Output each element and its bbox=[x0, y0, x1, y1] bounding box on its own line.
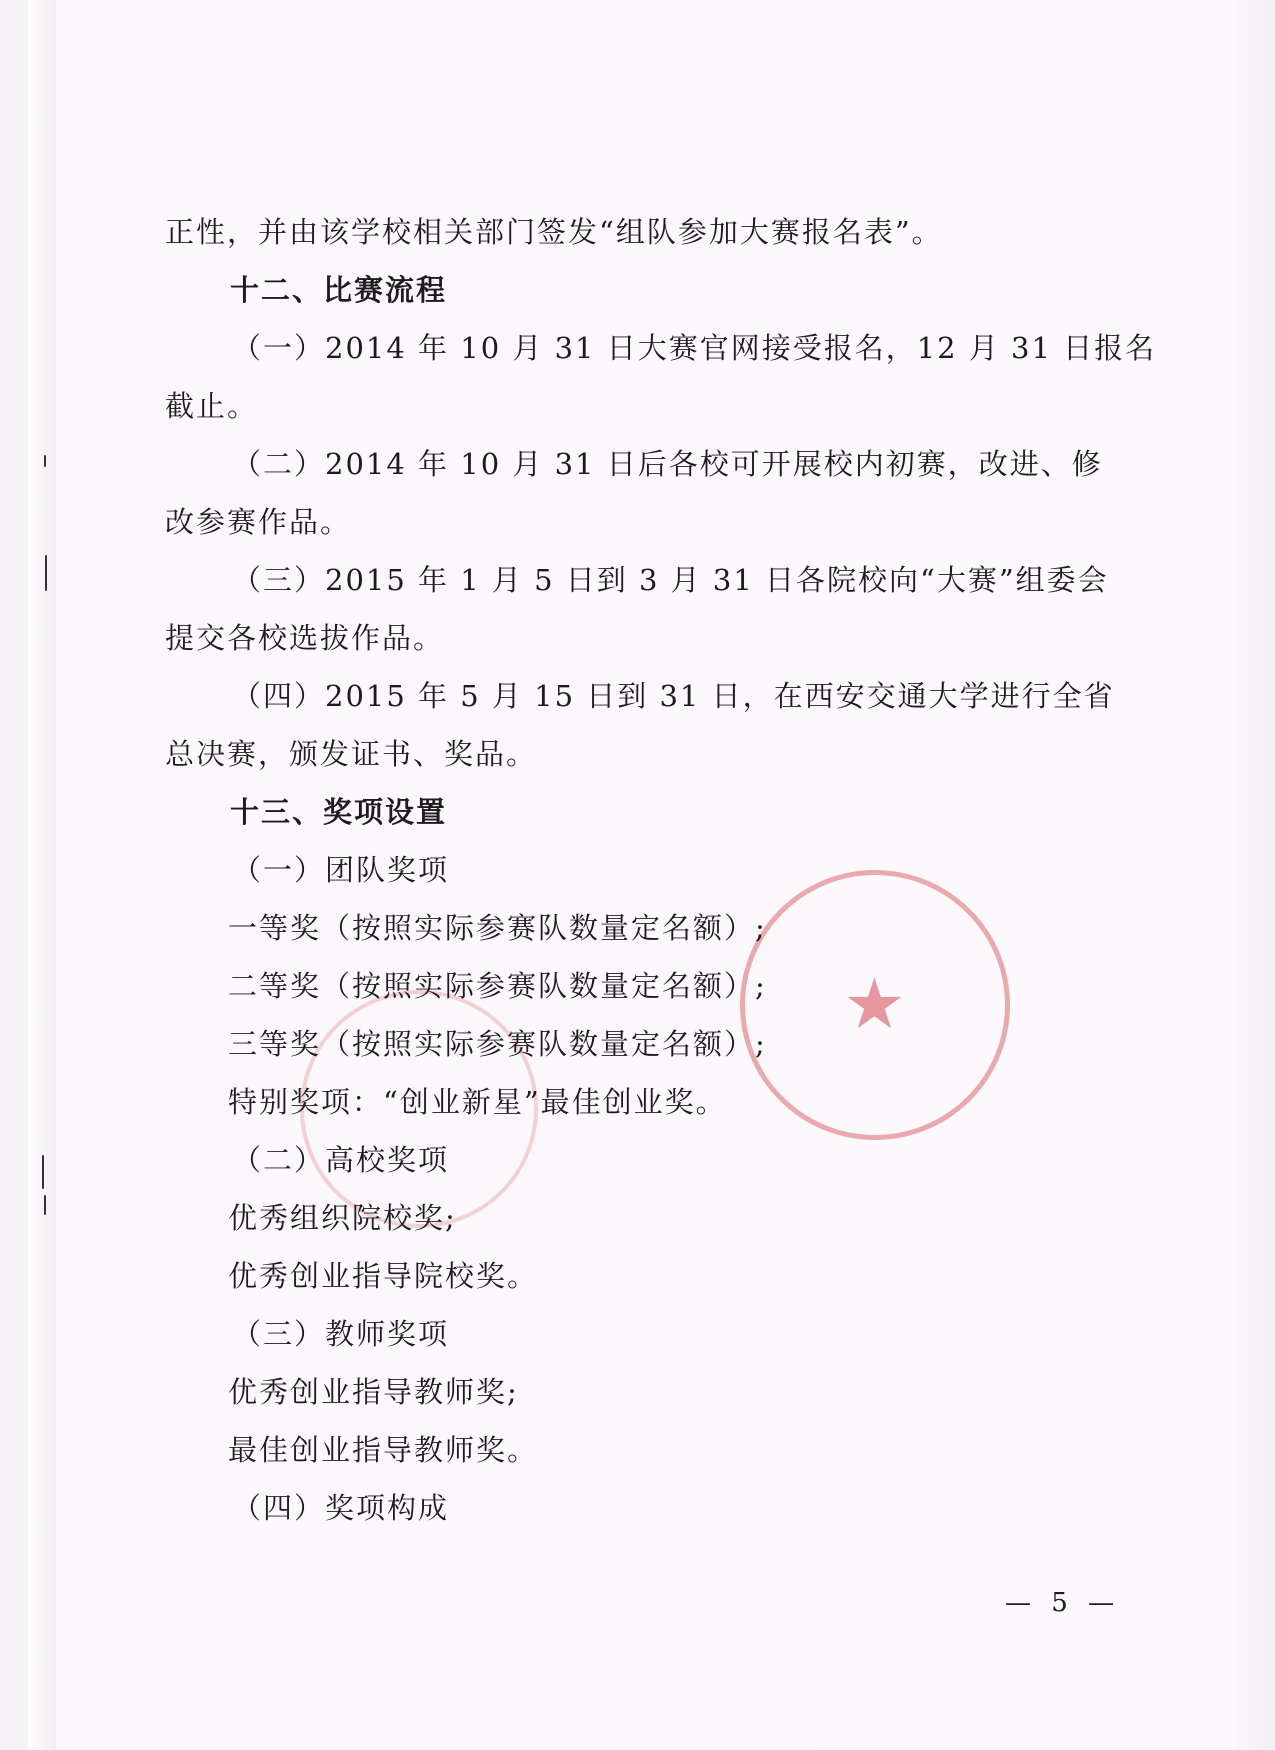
body-line: 截止。 bbox=[165, 389, 259, 423]
binding-mark bbox=[45, 555, 47, 591]
seal-star-icon: ★ bbox=[843, 963, 906, 1045]
body-line: 特别奖项：“创业新星”最佳创业奖。 bbox=[228, 1085, 727, 1119]
body-line: 二等奖（按照实际参赛队数量定名额）; bbox=[228, 969, 767, 1003]
section-heading: 十二、比赛流程 bbox=[230, 273, 448, 307]
page-fold-shadow bbox=[28, 0, 56, 1750]
body-line: （四）2015 年 5 月 15 日到 31 日，在西安交通大学进行全省 bbox=[232, 679, 1115, 713]
body-line: （二）2014 年 10 月 31 日后各校可开展校内初赛，改进、修 bbox=[232, 447, 1103, 481]
body-line: 优秀创业指导院校奖。 bbox=[228, 1259, 539, 1293]
body-line: 正性，并由该学校相关部门签发“组队参加大赛报名表”。 bbox=[165, 215, 943, 249]
body-line: 最佳创业指导教师奖。 bbox=[228, 1433, 539, 1467]
body-line: 总决赛，颁发证书、奖品。 bbox=[165, 737, 538, 771]
body-line: 提交各校选拔作品。 bbox=[165, 621, 445, 655]
official-seal-stamp bbox=[740, 870, 1010, 1140]
body-line: 优秀创业指导教师奖; bbox=[228, 1375, 519, 1409]
body-line: 一等奖（按照实际参赛队数量定名额）; bbox=[228, 911, 767, 945]
body-line: （一）2014 年 10 月 31 日大赛官网接受报名，12 月 31 日报名 bbox=[232, 331, 1157, 365]
body-line: 三等奖（按照实际参赛队数量定名额）; bbox=[228, 1027, 767, 1061]
body-line: 改参赛作品。 bbox=[165, 505, 352, 539]
binding-mark bbox=[44, 1195, 46, 1215]
body-line: 优秀组织院校奖; bbox=[228, 1201, 457, 1235]
body-line: （三）2015 年 1 月 5 日到 3 月 31 日各院校向“大赛”组委会 bbox=[232, 563, 1109, 597]
body-line: （二）高校奖项 bbox=[232, 1143, 450, 1177]
body-line: （一）团队奖项 bbox=[232, 853, 450, 887]
document-page bbox=[28, 0, 1275, 1750]
body-line: （四）奖项构成 bbox=[232, 1491, 450, 1525]
body-line: （三）教师奖项 bbox=[232, 1317, 450, 1351]
binding-mark bbox=[42, 1155, 44, 1189]
section-heading: 十三、奖项设置 bbox=[230, 795, 448, 829]
page-number: — 5 — bbox=[1005, 1588, 1121, 1618]
binding-mark bbox=[44, 455, 46, 467]
